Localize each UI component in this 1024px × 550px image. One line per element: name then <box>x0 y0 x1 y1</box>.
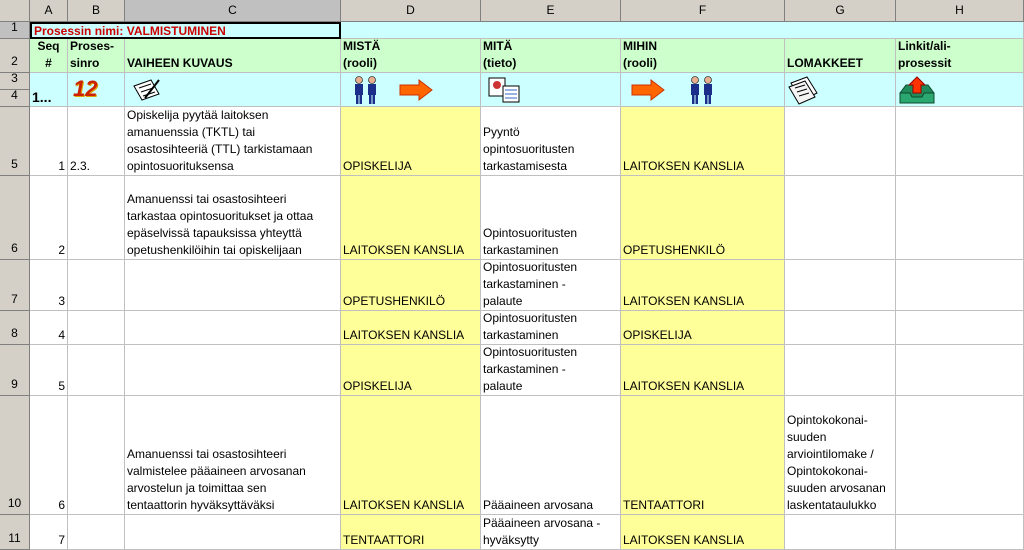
step-5-mista-text: OPISKELIJA <box>343 379 412 393</box>
step-6-lomakkeet-line-2: suuden <box>787 430 827 444</box>
header-linkit-line1: Linkit/ali- <box>898 39 951 53</box>
header-lomakkeet[interactable] <box>785 39 896 73</box>
step-3-mita-line-1: Opintosuoritusten <box>483 260 578 274</box>
step-1-nro-text: 2.3. <box>70 159 91 173</box>
step-2-kuvaus-line-4: opetushenkilöihin tai opiskelijaan <box>127 243 302 257</box>
step-1-nro-cell[interactable] <box>68 107 125 176</box>
step-7-mista-cell[interactable] <box>341 515 481 550</box>
header-seq-line1: Seq <box>37 39 60 53</box>
step-3-mista-text: OPETUSHENKILÖ <box>343 294 446 308</box>
row-header-5[interactable]: 5 <box>0 107 30 176</box>
row-header-9[interactable]: 9 <box>0 345 30 396</box>
step-3-mita-cell[interactable] <box>481 260 621 311</box>
step-1-mihin-text: LAITOKSEN KANSLIA <box>623 159 745 173</box>
step-7-mihin-text: LAITOKSEN KANSLIA <box>623 533 745 547</box>
step-4-mista-cell[interactable] <box>341 311 481 345</box>
header-mista-line2: (rooli) <box>343 56 377 70</box>
step-6-mihin-text: TENTAATTORI <box>623 498 705 512</box>
step-1-mihin-cell[interactable] <box>621 107 785 176</box>
icon-row-linkit[interactable] <box>896 73 1024 107</box>
step-7-mita-cell[interactable] <box>481 515 621 550</box>
header-seq[interactable] <box>30 39 68 73</box>
tray-upload-icon <box>898 75 936 105</box>
step-2-kuvaus-line-3: epäselvissä tapauksissa yhteyttä <box>127 226 302 240</box>
step-4-mihin-text: OPISKELIJA <box>623 328 692 342</box>
icon-row-lomakkeet[interactable] <box>785 73 896 107</box>
step-1-mista-cell[interactable] <box>341 107 481 176</box>
numbers-icon: 12 <box>73 76 98 101</box>
row-header-8[interactable]: 8 <box>0 311 30 345</box>
step-7-mista-text: TENTAATTORI <box>343 533 425 547</box>
step-6-linkit-cell[interactable] <box>896 396 1024 515</box>
step-1-kuvaus-line-4: opintosuorituksensa <box>127 159 234 173</box>
step-4-lomakkeet-cell[interactable] <box>785 311 896 345</box>
step-3-linkit-cell[interactable] <box>896 260 1024 311</box>
step-1-mita-line-3: tarkastamisesta <box>483 159 568 173</box>
step-2-kuvaus-cell[interactable] <box>125 176 341 260</box>
column-header-f[interactable]: F <box>621 0 785 22</box>
header-lomakkeet-text: LOMAKKEET <box>787 56 863 70</box>
header-mihin-line1: MIHIN <box>623 39 657 53</box>
column-header-g[interactable]: G <box>785 0 896 22</box>
step-3-nro-cell[interactable] <box>68 260 125 311</box>
step-3-lomakkeet-cell[interactable] <box>785 260 896 311</box>
step-1-mita-cell[interactable] <box>481 107 621 176</box>
row-header-6[interactable]: 6 <box>0 176 30 260</box>
step-5-mita-line-1: Opintosuoritusten <box>483 345 578 359</box>
header-mihin[interactable] <box>621 39 785 73</box>
icon-row-mita[interactable] <box>481 73 621 107</box>
step-1-linkit-cell[interactable] <box>896 107 1024 176</box>
select-all-corner[interactable] <box>0 0 30 22</box>
step-5-mita-cell[interactable] <box>481 345 621 396</box>
step-5-linkit-cell[interactable] <box>896 345 1024 396</box>
step-5-seq-cell[interactable] <box>30 345 68 396</box>
icon-row-mihin[interactable] <box>621 73 785 107</box>
row-header-10[interactable]: 10 <box>0 396 30 515</box>
process-label: Prosessin nimi: <box>34 24 124 38</box>
step-4-seq-cell[interactable] <box>30 311 68 345</box>
header-mita-line2: (tieto) <box>483 56 517 70</box>
row-header-7[interactable]: 7 <box>0 260 30 311</box>
step-2-nro-cell[interactable] <box>68 176 125 260</box>
header-mihin-line2: (rooli) <box>623 56 657 70</box>
step-2-mista-cell[interactable] <box>341 176 481 260</box>
arrow-right-icon <box>631 79 665 101</box>
step-6-mita-line-1: Pääaineen arvosana <box>483 498 594 512</box>
step-6-kuvaus-line-3: arvostelun ja toimittaa sen <box>127 481 267 495</box>
step-1-mista-text: OPISKELIJA <box>343 159 412 173</box>
header-linkit[interactable] <box>896 39 1024 73</box>
step-7-mita-line-2: hyväksytty <box>483 533 540 547</box>
step-2-kuvaus-line-2: tarkastaa opintosuoritukset ja ottaa <box>127 209 314 223</box>
step-2-mista-text: LAITOKSEN KANSLIA <box>343 243 465 257</box>
header-kuvaus-text: VAIHEEN KUVAUS <box>127 56 233 70</box>
step-2-mita-line-1: Opintosuoritusten <box>483 226 578 240</box>
header-prosessinro-line2: sinro <box>70 56 100 70</box>
step-5-mista-cell[interactable] <box>341 345 481 396</box>
step-4-mita-cell[interactable] <box>481 311 621 345</box>
step-4-mista-text: LAITOKSEN KANSLIA <box>343 328 465 342</box>
step-3-kuvaus-cell[interactable] <box>125 260 341 311</box>
header-mita[interactable] <box>481 39 621 73</box>
step-3-mista-cell[interactable] <box>341 260 481 311</box>
icon-row-mista[interactable] <box>341 73 481 107</box>
step-6-seq-cell[interactable] <box>30 396 68 515</box>
step-6-lomakkeet-line-4: Opintokokonai- <box>787 464 868 478</box>
header-linkit-line2: prosessit <box>898 56 952 70</box>
step-1-kuvaus-line-3: osastosihteeriä (TTL) tarkistamaan <box>127 142 313 156</box>
header-seq-line2: # <box>45 56 52 70</box>
step-4-seq-text: 4 <box>58 328 65 342</box>
row-header-3[interactable]: 3 <box>0 73 30 90</box>
step-3-seq-cell[interactable] <box>30 260 68 311</box>
header-mista-line1: MISTÄ <box>343 39 381 53</box>
step-6-lomakkeet-cell[interactable] <box>785 396 896 515</box>
step-5-mihin-text: LAITOKSEN KANSLIA <box>623 379 745 393</box>
step-2-mita-cell[interactable] <box>481 176 621 260</box>
step-1-seq-cell[interactable] <box>30 107 68 176</box>
icon-row-nro[interactable] <box>68 73 125 107</box>
arrow-right-icon <box>399 79 433 101</box>
step-5-mita-line-2: tarkastaminen - <box>483 362 566 376</box>
icon-row-seq-text: 1... <box>32 89 52 105</box>
step-2-mihin-text: OPETUSHENKILÖ <box>623 243 726 257</box>
step-2-seq-cell[interactable] <box>30 176 68 260</box>
step-6-kuvaus-line-2: valmistelee pääaineen arvosanan <box>127 464 306 478</box>
step-5-kuvaus-cell[interactable] <box>125 345 341 396</box>
step-3-mita-line-3: palaute <box>483 294 523 308</box>
column-header-e[interactable]: E <box>481 0 621 22</box>
step-5-mihin-cell[interactable] <box>621 345 785 396</box>
step-3-mihin-cell[interactable] <box>621 260 785 311</box>
step-1-kuvaus-cell[interactable] <box>125 107 341 176</box>
step-4-mita-line-1: Opintosuoritusten <box>483 311 578 325</box>
step-5-seq-text: 5 <box>58 379 65 393</box>
step-1-lomakkeet-cell[interactable] <box>785 107 896 176</box>
step-2-mita-line-2: tarkastaminen <box>483 243 559 257</box>
process-name-cell[interactable] <box>30 22 341 39</box>
step-6-kuvaus-line-1: Amanuenssi tai osastosihteeri <box>127 447 287 461</box>
step-7-seq-cell[interactable] <box>30 515 68 550</box>
header-mista[interactable] <box>341 39 481 73</box>
process-name: VALMISTUMINEN <box>126 24 226 38</box>
step-4-nro-cell[interactable] <box>68 311 125 345</box>
people-icon <box>687 75 717 105</box>
step-2-mihin-cell[interactable] <box>621 176 785 260</box>
documents-icon <box>487 76 521 104</box>
step-6-seq-text: 6 <box>58 498 65 512</box>
row-header-4[interactable]: 4 <box>0 90 30 107</box>
column-header-h[interactable]: H <box>896 0 1024 22</box>
step-6-mista-cell[interactable] <box>341 396 481 515</box>
step-2-kuvaus-line-1: Amanuenssi tai osastosihteeri <box>127 192 287 206</box>
step-3-mita-line-2: tarkastaminen - <box>483 277 566 291</box>
header-prosessinro-line1: Proses- <box>70 39 115 53</box>
step-2-seq-text: 2 <box>58 243 65 257</box>
header-prosessinro[interactable] <box>68 39 125 73</box>
step-7-mita-line-1: Pääaineen arvosana - <box>483 516 601 530</box>
step-1-kuvaus-line-2: amanuenssia (TKTL) tai <box>127 125 256 139</box>
step-7-nro-cell[interactable] <box>68 515 125 550</box>
step-5-mita-line-3: palaute <box>483 379 523 393</box>
step-7-linkit-cell[interactable] <box>896 515 1024 550</box>
people-icon <box>351 75 381 105</box>
step-6-mita-cell[interactable] <box>481 396 621 515</box>
step-3-seq-text: 3 <box>58 294 65 308</box>
step-1-seq-text: 1 <box>58 159 65 173</box>
row-header-11[interactable]: 11 <box>0 515 30 550</box>
step-6-lomakkeet-line-1: Opintokokonai- <box>787 413 868 427</box>
step-6-mista-text: LAITOKSEN KANSLIA <box>343 498 465 512</box>
step-5-nro-cell[interactable] <box>68 345 125 396</box>
step-1-mita-line-1: Pyyntö <box>483 125 520 139</box>
step-7-seq-text: 7 <box>58 533 65 547</box>
header-kuvaus[interactable] <box>125 39 341 73</box>
forms-icon <box>787 75 821 105</box>
row-header-1[interactable]: 1 <box>0 22 30 39</box>
column-header-a[interactable]: A <box>30 0 68 22</box>
step-6-lomakkeet-line-5: suuden arvosanan <box>787 481 886 495</box>
step-4-mihin-cell[interactable] <box>621 311 785 345</box>
step-6-lomakkeet-line-3: arviointilomake / <box>787 447 874 461</box>
step-4-mita-line-2: tarkastaminen <box>483 328 559 342</box>
step-6-lomakkeet-line-6: laskentataulukko <box>787 498 877 512</box>
step-6-kuvaus-cell[interactable] <box>125 396 341 515</box>
step-2-lomakkeet-cell[interactable] <box>785 176 896 260</box>
column-header-d[interactable]: D <box>341 0 481 22</box>
step-6-mihin-cell[interactable] <box>621 396 785 515</box>
step-1-kuvaus-line-1: Opiskelija pyytää laitoksen <box>127 108 269 122</box>
icon-row-seq[interactable] <box>30 73 68 107</box>
step-6-kuvaus-line-4: tentaattorin hyväksyttäväksi <box>127 498 275 512</box>
step-4-linkit-cell[interactable] <box>896 311 1024 345</box>
row1-fill[interactable] <box>341 22 1024 39</box>
step-5-lomakkeet-cell[interactable] <box>785 345 896 396</box>
column-header-b[interactable]: B <box>68 0 125 22</box>
icon-row-kuvaus[interactable] <box>125 73 341 107</box>
row-header-2[interactable]: 2 <box>0 39 30 73</box>
step-7-mihin-cell[interactable] <box>621 515 785 550</box>
step-3-mihin-text: LAITOKSEN KANSLIA <box>623 294 745 308</box>
edit-document-icon <box>131 76 163 104</box>
step-7-lomakkeet-cell[interactable] <box>785 515 896 550</box>
step-4-kuvaus-cell[interactable] <box>125 311 341 345</box>
column-header-c[interactable]: C <box>125 0 341 22</box>
step-2-linkit-cell[interactable] <box>896 176 1024 260</box>
step-6-nro-cell[interactable] <box>68 396 125 515</box>
step-7-kuvaus-cell[interactable] <box>125 515 341 550</box>
step-1-mita-line-2: opintosuoritusten <box>483 142 575 156</box>
header-mita-line1: MITÄ <box>483 39 513 53</box>
